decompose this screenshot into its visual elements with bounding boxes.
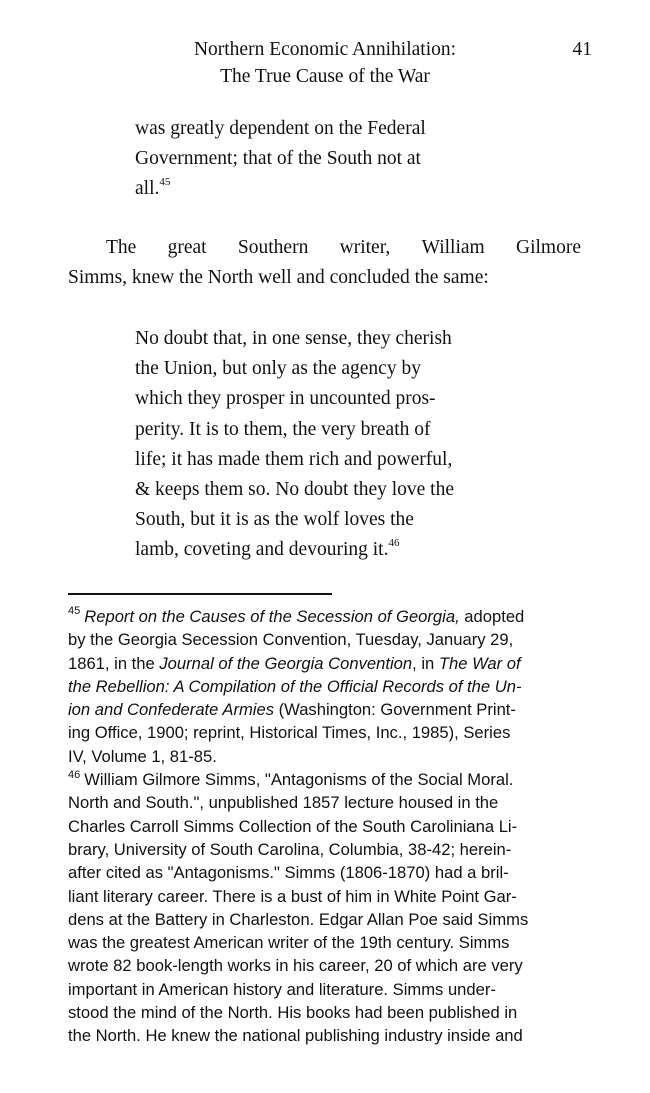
- footnote-46: [68, 768, 588, 1048]
- paragraph-word-2: great: [167, 237, 207, 258]
- footnote-46-line-12: the North. He knew the national publishing industry inside and: [68, 1026, 523, 1046]
- footnote-45-line-1: [68, 605, 588, 628]
- footnote-46-line-4: brary, University of South Carolina, Columbia, 38-42; herein-: [68, 839, 512, 859]
- footnote-45-journal: Journal of the Georgia Convention: [159, 653, 413, 673]
- footnote-46-line-3: Charles Carroll Simms Collection of the South Caroliniana Li-: [68, 816, 518, 836]
- quote-1-line-3-text: all.: [135, 178, 160, 200]
- footnote-45-line-2: by the Georgia Secession Convention, Tuesday, January 29,: [68, 630, 514, 650]
- paragraph-word-4: writer,: [339, 237, 391, 258]
- footnote-45-line-5: [68, 698, 588, 721]
- block-quote-2: [135, 324, 535, 566]
- footnote-ref-45: 45: [159, 175, 171, 188]
- quote-2-line-2: the Union, but only as the agency by: [135, 358, 421, 380]
- paragraph-line-2: Simms, knew the North well and concluded the same:: [68, 267, 489, 288]
- body-paragraph: [68, 233, 581, 293]
- footnote-46-line-1-text: William Gilmore Simms, "Antagonisms of the Social Moral.: [84, 770, 514, 790]
- footnote-45-line-5-rest: (Washington: Government Print-: [274, 700, 516, 720]
- footnote-46-line-9: wrote 82 book-length works in his career, 20 of which are very: [68, 956, 523, 976]
- footnote-46-line-8: was the greatest American writer of the 19th century. Simms: [68, 933, 510, 953]
- footnote-45-line-3-a: 1861, in the: [68, 653, 160, 673]
- footnote-45-line-4: [68, 675, 588, 698]
- quote-1-line-2: Government; that of the South not at: [135, 148, 421, 170]
- footnotes: [68, 605, 588, 1048]
- footnote-46-line-1: [68, 768, 588, 791]
- footnote-45-title: Report on the Causes of the Secession of Georgia,: [84, 607, 460, 626]
- quote-2-line-1: No doubt that, in one sense, they cherish: [135, 328, 452, 349]
- footnote-45-line-3: [68, 652, 588, 675]
- quote-2-line-3: which they prosper in uncounted pros-: [135, 388, 436, 410]
- block-quote-1: [135, 114, 535, 205]
- header-title-line-1: Northern Economic Annihilation:: [193, 39, 457, 60]
- paragraph-line-1: [68, 233, 581, 263]
- quote-2-line-6: & keeps them so. No doubt they love the: [135, 479, 454, 501]
- footnote-46-marker: 46: [68, 768, 81, 781]
- footnote-46-line-11: stood the mind of the North. His books had been published in: [68, 1003, 518, 1023]
- footnote-46-line-7: dens at the Battery in Charleston. Edgar Allan Poe said Simms: [68, 909, 529, 929]
- paragraph-word-1: The: [106, 237, 137, 258]
- quote-2-line-4: perity. It is to them, the very breath of: [135, 418, 431, 440]
- footnote-45-line-7: IV, Volume 1, 81-85.: [68, 746, 217, 766]
- footnote-46-line-10: important in American history and literature. Simms under-: [68, 979, 496, 999]
- page-number: 41: [572, 39, 592, 60]
- footnote-45: [68, 605, 588, 768]
- footnote-46-line-6: liant literary career. There is a bust of him in White Point Gar-: [68, 886, 517, 906]
- footnote-45-war-title-mid: the Rebellion: A Compilation of the Official Records of the Un-: [68, 676, 522, 696]
- footnote-45-line-6: ing Office, 1900; reprint, Historical Times, Inc., 1985), Series: [68, 723, 511, 743]
- footnote-45-line-1-rest: adopted: [459, 607, 525, 626]
- footnote-45-marker: 45: [68, 605, 81, 618]
- paragraph-word-5: William: [421, 237, 485, 258]
- quote-2-line-8: [135, 535, 535, 565]
- running-header-title: [120, 36, 530, 90]
- footnote-46-line-2: North and South.", unpublished 1857 lecture housed in the: [68, 793, 499, 813]
- quote-1-line-3: [135, 174, 535, 204]
- quote-1-line-1: was greatly dependent on the Federal: [135, 118, 426, 139]
- footnote-45-war-title-end: ion and Confederate Armies: [68, 700, 275, 720]
- footnote-ref-46: 46: [388, 536, 400, 549]
- header-title-line-2: The True Cause of the War: [220, 66, 430, 87]
- quote-2-line-5: life; it has made them rich and powerful,: [135, 448, 453, 470]
- running-header: [0, 36, 650, 96]
- quote-2-line-8-text: lamb, coveting and devouring it.: [135, 539, 389, 561]
- footnote-46-line-5: after cited as "Antagonisms." Simms (1806-1870) had a bril-: [68, 863, 509, 883]
- footnote-separator: [68, 593, 332, 595]
- quote-2-line-7: South, but it is as the wolf loves the: [135, 509, 414, 531]
- footnote-45-war-title-start: The War of: [438, 653, 521, 673]
- paragraph-word-3: Southern: [237, 237, 309, 258]
- paragraph-word-6: Gilmore: [516, 237, 581, 258]
- footnote-45-line-3-b: , in: [412, 653, 439, 673]
